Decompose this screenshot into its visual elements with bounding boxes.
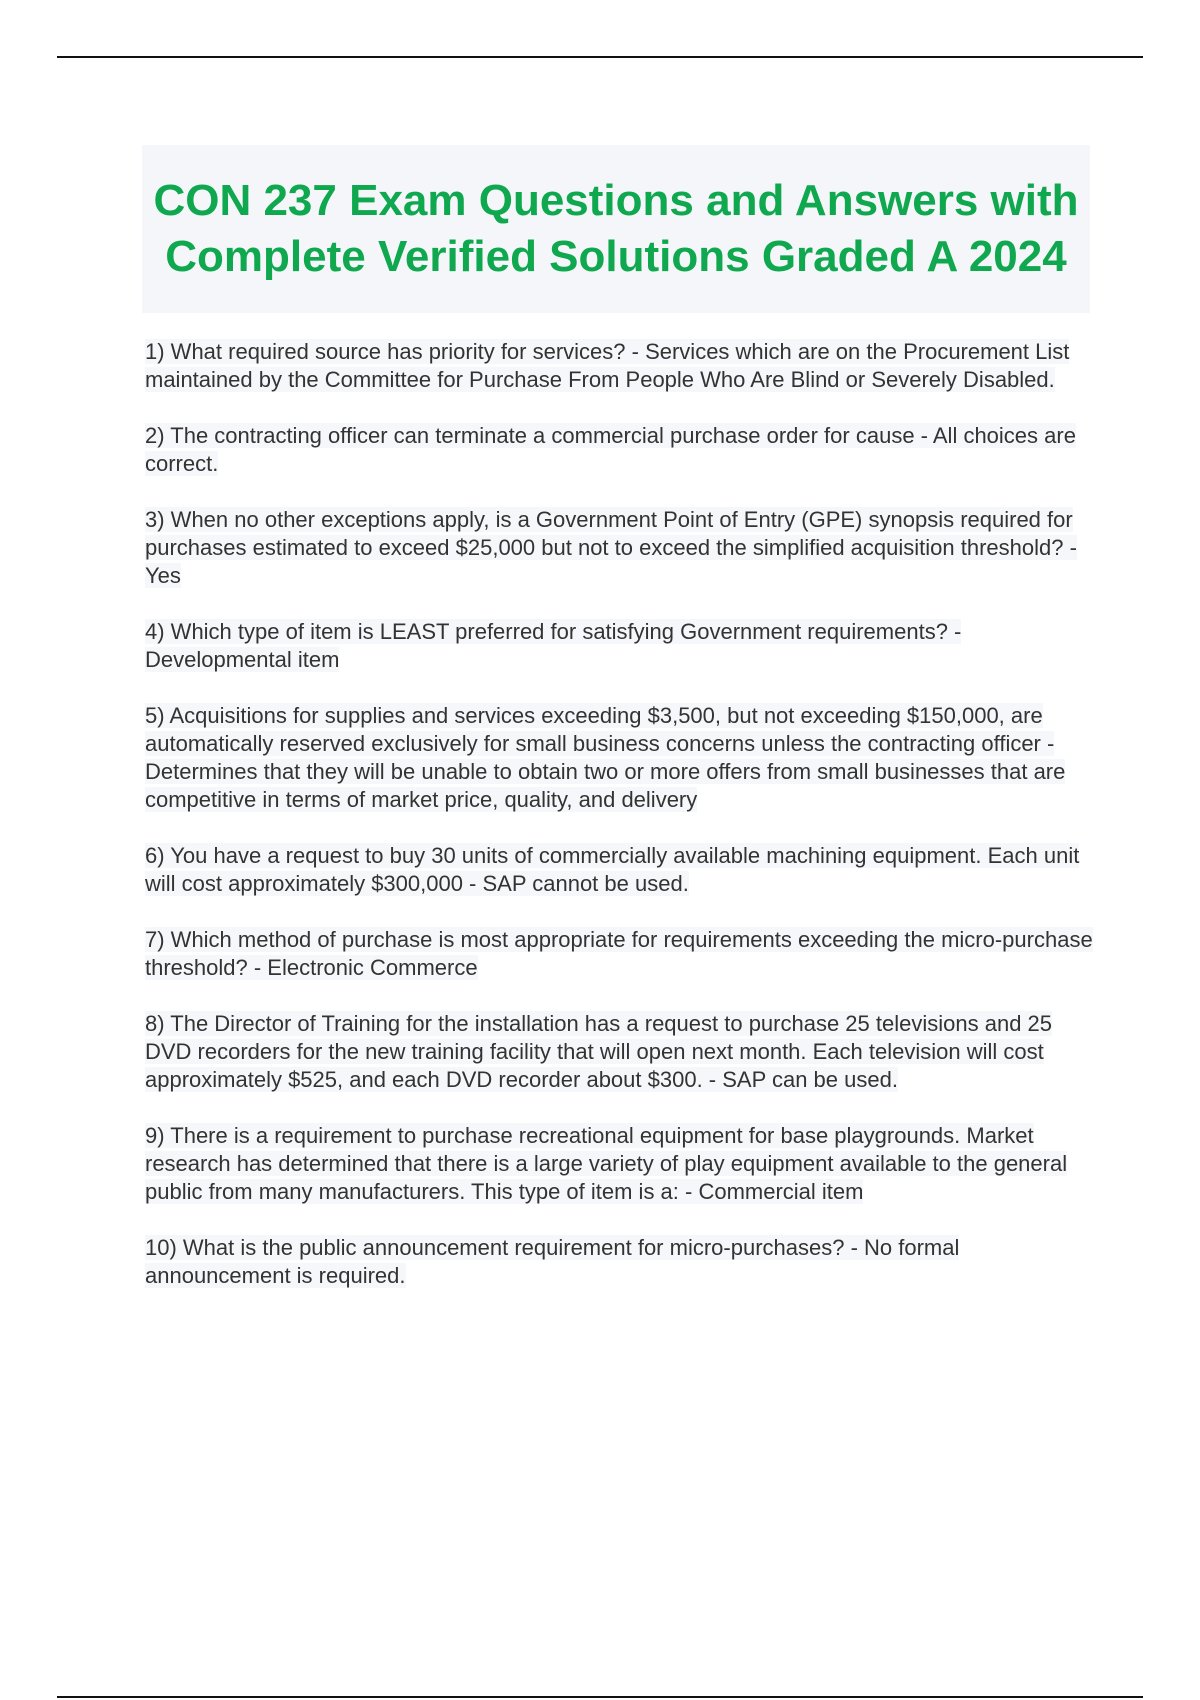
- qa-item-3: [145, 506, 1095, 590]
- qa-item-1: [145, 338, 1095, 394]
- qa-item-6: [145, 842, 1095, 898]
- qa-text: 6) You have a request to buy 30 units of commercially available machining equipment. Each unit will cost approximately $300,000 - SAP cannot be used.: [145, 843, 1080, 896]
- qa-item-4: [145, 618, 1095, 674]
- qa-text: 3) When no other exceptions apply, is a Government Point of Entry (GPE) synopsis required for purchases estimated to exceed $25,000 but not to exceed the simplified acquisition threshold? - Yes: [145, 507, 1077, 588]
- top-rule: [57, 56, 1143, 58]
- qa-item-8: [145, 1010, 1095, 1094]
- qa-text: 7) Which method of purchase is most appropriate for requirements exceeding the micro-purchase threshold? - Electronic Commerce: [145, 927, 1093, 980]
- qa-item-5: [145, 702, 1095, 814]
- qa-text: 1) What required source has priority for services? - Services which are on the Procurement List maintained by the Committee for Purchase From People Who Are Blind or Severely Disabled.: [145, 339, 1070, 392]
- title-box: [142, 145, 1090, 313]
- qa-list: [145, 338, 1095, 1318]
- bottom-rule: [57, 1696, 1143, 1698]
- qa-item-2: [145, 422, 1095, 478]
- qa-item-10: [145, 1234, 1095, 1290]
- qa-text: 4) Which type of item is LEAST preferred for satisfying Government requirements? - Developmental item: [145, 619, 962, 672]
- qa-text: 10) What is the public announcement requirement for micro-purchases? - No formal announcement is required.: [145, 1235, 960, 1288]
- qa-text: 8) The Director of Training for the installation has a request to purchase 25 televisions and 25 DVD recorders for the new training facility that will open next month. Each television will cost approximately $525, and each DVD recorder about $300. - SAP can be used.: [145, 1011, 1053, 1092]
- qa-item-9: [145, 1122, 1095, 1206]
- qa-item-7: [145, 926, 1095, 982]
- qa-text: 5) Acquisitions for supplies and services exceeding $3,500, but not exceeding $150,000, are automatically reserved exclusively for small business concerns unless the contracting officer - Determines that they will be unable to obtain two or more offers from small businesses that are competitive in terms of market price, quality, and delivery: [145, 703, 1066, 812]
- document-title: CON 237 Exam Questions and Answers with Complete Verified Solutions Graded A 2024: [153, 176, 1079, 281]
- qa-text: 9) There is a requirement to purchase recreational equipment for base playgrounds. Market research has determined that there is a large variety of play equipment available to the general public from many manufacturers. This type of item is a: - Commercial item: [145, 1123, 1068, 1204]
- qa-text: 2) The contracting officer can terminate a commercial purchase order for cause - All choices are correct.: [145, 423, 1076, 476]
